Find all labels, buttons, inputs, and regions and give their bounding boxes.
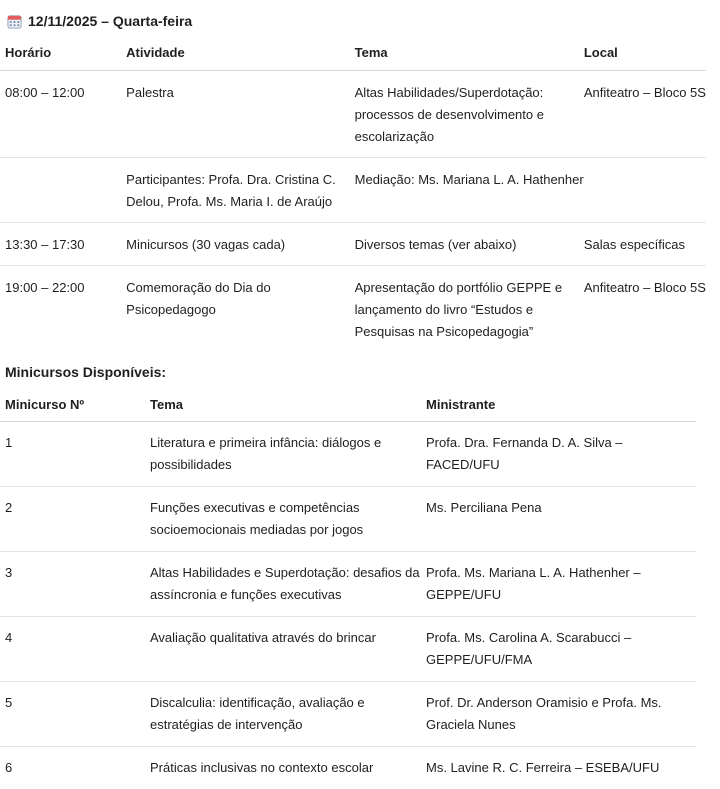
cell-numero: 5: [0, 682, 150, 747]
col-minicurso-tema: Tema: [150, 389, 426, 422]
cell-tema: Literatura e primeira infância: diálogos e possibilidades: [150, 422, 426, 487]
col-tema: Tema: [355, 36, 584, 71]
calendar-icon: [7, 14, 22, 29]
cell-tema: Diversos temas (ver abaixo): [355, 223, 584, 266]
cell-numero: 1: [0, 422, 150, 487]
cell-local: Anfiteatro – Bloco 5S: [584, 266, 706, 353]
cell-atividade: Palestra: [126, 71, 354, 158]
cell-ministrante: Profa. Dra. Fernanda D. A. Silva – FACED/UFU: [426, 422, 696, 487]
col-horario: Horário: [0, 36, 126, 71]
cell-numero: 3: [0, 552, 150, 617]
col-atividade: Atividade: [126, 36, 354, 71]
cell-tema: Discalculia: identificação, avaliação e estratégias de intervenção: [150, 682, 426, 747]
cell-tema: Práticas inclusivas no contexto escolar: [150, 747, 426, 789]
table-row: [0, 487, 696, 552]
table-row: [0, 617, 696, 682]
cell-numero: 4: [0, 617, 150, 682]
table-row: [0, 71, 706, 158]
cell-horario: 08:00 – 12:00: [0, 71, 126, 158]
table-row: [0, 266, 706, 353]
col-minicurso-numero: Minicurso Nº: [0, 389, 150, 422]
table-row: [0, 552, 696, 617]
col-local: Local: [584, 36, 706, 71]
minicursos-header-row: [0, 389, 696, 422]
cell-ministrante: Ms. Lavine R. C. Ferreira – ESEBA/UFU: [426, 747, 696, 789]
cell-atividade: Minicursos (30 vagas cada): [126, 223, 354, 266]
minicursos-table: [0, 389, 696, 789]
cell-local: Salas específicas: [584, 223, 706, 266]
cell-tema: Mediação: Ms. Mariana L. A. Hathenher: [355, 158, 584, 223]
cell-horario: 13:30 – 17:30: [0, 223, 126, 266]
cell-ministrante: Profa. Ms. Carolina A. Scarabucci – GEPPE/UFU/FMA: [426, 617, 696, 682]
table-row: [0, 422, 696, 487]
cell-local: [584, 158, 706, 223]
date-title: 12/11/2025 – Quarta-feira: [28, 10, 192, 32]
table-row: [0, 158, 706, 223]
col-ministrante: Ministrante: [426, 389, 696, 422]
cell-local: Anfiteatro – Bloco 5S: [584, 71, 706, 158]
date-heading: [7, 10, 192, 32]
cell-horario: 19:00 – 22:00: [0, 266, 126, 353]
cell-tema: Altas Habilidades e Superdotação: desafios da assíncronia e funções executivas: [150, 552, 426, 617]
cell-tema: Avaliação qualitativa através do brincar: [150, 617, 426, 682]
schedule-header-row: [0, 36, 706, 71]
cell-horario: [0, 158, 126, 223]
table-row: [0, 223, 706, 266]
cell-ministrante: Prof. Dr. Anderson Oramisio e Profa. Ms. Graciela Nunes: [426, 682, 696, 747]
table-row: [0, 747, 696, 789]
table-row: [0, 682, 696, 747]
cell-tema: Funções executivas e competências socioemocionais mediadas por jogos: [150, 487, 426, 552]
cell-ministrante: Ms. Perciliana Pena: [426, 487, 696, 552]
cell-tema: Altas Habilidades/Superdotação: processos de desenvolvimento e escolarização: [355, 71, 584, 158]
cell-atividade: Participantes: Profa. Dra. Cristina C. Delou, Profa. Ms. Maria I. de Araújo: [126, 158, 354, 223]
cell-numero: 2: [0, 487, 150, 552]
cell-atividade: Comemoração do Dia do Psicopedagogo: [126, 266, 354, 353]
cell-numero: 6: [0, 747, 150, 789]
minicursos-title: Minicursos Disponíveis:: [5, 361, 166, 383]
cell-tema: Apresentação do portfólio GEPPE e lançamento do livro “Estudos e Pesquisas na Psicopedagogia”: [355, 266, 584, 353]
cell-ministrante: Profa. Ms. Mariana L. A. Hathenher – GEPPE/UFU: [426, 552, 696, 617]
schedule-table: [0, 36, 706, 352]
